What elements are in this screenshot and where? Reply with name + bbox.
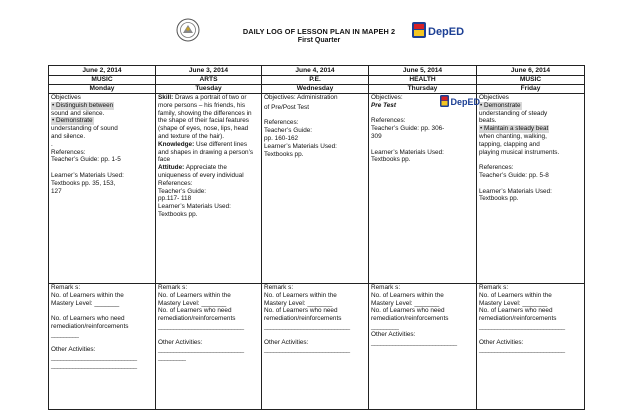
monday-remarks-cell [49,284,156,410]
mastery-text: No. of Learners within the [158,291,231,299]
objective-text: sound and silence. [51,109,105,117]
learners-materials: Learner’s Materials Used: [479,187,552,195]
date-row [49,66,585,76]
subject-cell: P.E. [262,76,369,85]
date-cell: June 5, 2014 [369,66,477,76]
remediation-text: No. of Learners who need [264,307,338,315]
spacer [51,307,153,315]
spacer [479,156,582,164]
blank-line: ____________________________ [371,338,457,346]
blank-line: ____________________________ [158,346,244,354]
objective-item: • Demonstrate [480,101,521,109]
blank-line: ____________________________ [158,322,244,330]
objective-text: playing musical instruments. [479,148,560,156]
day-cell: Wednesday [262,85,369,94]
blank-line: _________ [51,330,79,338]
mastery-text: No. of Learners within the [371,291,444,299]
page-title: DAILY LOG OF LESSON PLAN IN MAPEH 2 [242,27,396,36]
objectives-label: Objectives [479,94,509,101]
deped-watermark-icon [440,94,484,108]
remediation-text: remediation/reinforcements [371,315,449,323]
objective-item: • Maintain a steady beat [480,125,549,133]
blank-line: ____________________________ [51,354,137,362]
textbook-pages: Textbooks pp. [479,195,519,203]
remarks-row [49,284,585,410]
learners-materials: Learner’s Materials Used: [371,148,444,156]
subject-cell: ARTS [156,76,262,85]
teachers-guide-pages: pp. 160-162 [264,134,299,142]
mastery-text: Mastery Level: _______ [158,299,227,307]
objectives-label: Objectives [51,94,81,101]
textbook-pages: Textbooks pp. [158,210,198,218]
references-label: References: [51,148,86,156]
objectives-label: Objectives: [371,94,403,101]
remarks-label: Remark s: [479,284,509,291]
remarks-label: Remark s: [371,284,401,291]
spacer [158,331,259,339]
date-cell: June 3, 2014 [156,66,262,76]
page-subtitle: First Quarter [297,37,341,44]
remediation-text: remediation/reinforcements [264,315,342,323]
references-label: References: [479,164,514,172]
page-header [0,0,638,62]
date-cell: June 2, 2014 [49,66,156,76]
mastery-text: Mastery Level: _______ [371,299,440,307]
subject-cell: HEALTH [369,76,477,85]
spacer [51,339,153,347]
pre-test-label: Pre Test [371,101,396,109]
learners-materials: Learner’s Materials Used: [264,142,337,150]
blank-line: ____________________________ [479,346,565,354]
lesson-content-row [49,94,585,284]
friday-remarks-cell [477,284,585,410]
remarks-label: Remark s: [264,284,294,291]
learners-materials: Learner’s Materials Used: [158,203,231,211]
deped-logo-text: DepED [428,26,465,38]
deped-watermark-text: DepED [450,97,481,107]
deped-logo-icon [412,18,470,42]
remediation-text: No. of Learners who need [371,307,445,315]
remediation-text: No. of Learners who need [51,315,125,323]
separator-dot: . [51,140,53,148]
spacer [371,141,474,149]
other-activities-label: Other Activities: [479,338,524,346]
spacer [51,164,153,172]
textbook-pages: 127 [51,187,62,195]
objectives-label: Objectives: Administration [264,94,338,101]
wednesday-remarks-cell [262,284,369,410]
remediation-text: remediation/reinforcements [479,315,557,323]
friday-lesson-cell [477,94,585,284]
day-cell: Thursday [369,85,477,94]
monday-lesson-cell [49,94,156,284]
teachers-guide-pages: 309 [371,132,382,140]
tuesday-lesson-cell [156,94,262,284]
learners-materials: Learner’s Materials Used: [51,171,124,179]
objective-item: • Distinguish between [52,101,114,109]
thursday-remarks-cell [369,284,477,410]
blank-line: ____________________________ [264,322,350,330]
objective-text: understanding of steady [479,109,548,117]
mastery-text: Mastery Level: _______ [51,299,120,307]
lesson-log-table [48,65,585,410]
mastery-text: No. of Learners within the [479,291,552,299]
knowledge-text: Knowledge: Use different lines and shapes in drawing a person’s face [158,140,254,164]
remarks-label: Remark s: [158,284,188,291]
teachers-guide: Teacher’s Guide: pp. 1-5 [51,156,121,164]
spacer [371,110,474,118]
mastery-text: No. of Learners within the [51,291,124,299]
day-cell: Friday [477,85,585,94]
spacer [264,112,366,120]
teachers-guide: Teacher’s Guide: [158,187,207,195]
spacer [264,331,366,339]
teachers-guide: Teacher’s Guide: pp. 5-8 [479,171,549,179]
blank-line: ____________________________ [51,361,137,369]
teachers-guide: Teacher’s Guide: [264,127,313,135]
tuesday-remarks-cell [156,284,262,410]
remediation-text: No. of Learners who need [479,307,553,315]
teachers-guide-pages: pp.117- 118 [158,195,192,203]
other-activities-label: Other Activities: [371,330,416,338]
references-label: References: [371,117,406,125]
objective-text: understanding of sound [51,125,118,133]
remediation-text: remediation/reinforcements [158,315,236,323]
wednesday-lesson-cell [262,94,369,284]
attitude-text: Attitude: Appreciate the uniqueness of every individual [158,164,244,179]
remarks-label: Remark s: [51,284,81,291]
subject-cell: MUSIC [49,76,156,85]
day-cell: Tuesday [156,85,262,94]
remediation-text: remediation/reinforcements [51,322,129,330]
teachers-guide: Teacher’s Guide: pp. 306- [371,125,445,133]
date-cell: June 4, 2014 [262,66,369,76]
objective-text: tapping, clapping and [479,140,540,148]
day-row [49,85,585,94]
mastery-text: Mastery Level: _______ [264,299,333,307]
date-cell: June 6, 2014 [477,66,585,76]
references-label: References: [158,179,193,187]
day-cell: Monday [49,85,156,94]
objective-item: • Demonstrate [52,117,93,125]
thursday-lesson-cell [369,94,477,284]
objective-text: beats. [479,117,497,125]
blank-line: ____________________________ [479,322,565,330]
references-label: References: [264,119,299,127]
objective-text: when chanting, walking, [479,132,547,140]
blank-line: ____________________________ [264,346,350,354]
skill-text: Skill: Draws a portrait of two or more persons – his friends, his family, showing the differences in the shape of their facial features (shape of eyes, nose, lips, head and texture of the hair). [158,94,252,140]
textbook-pages: Textbooks pp. 35, 153, [51,179,116,187]
subject-row [49,76,585,85]
mastery-text: Mastery Level: _______ [479,299,548,307]
textbook-pages: Textbooks pp. [264,150,304,158]
subject-cell: MUSIC [477,76,585,85]
other-activities-label: Other Activities: [158,338,203,346]
objective-text: of Pre/Post Test [264,103,309,111]
textbook-pages: Textbooks pp. [371,156,411,164]
spacer [479,180,582,188]
spacer [479,331,582,339]
mastery-text: No. of Learners within the [264,291,337,299]
objective-text: and silence. [51,132,86,140]
blank-line: _________ [158,354,186,362]
blank-line: _________ [371,322,399,330]
other-activities-label: Other Activities: [264,338,309,346]
other-activities-label: Other Activities: [51,346,96,354]
remediation-text: No. of Learners who need [158,307,232,315]
